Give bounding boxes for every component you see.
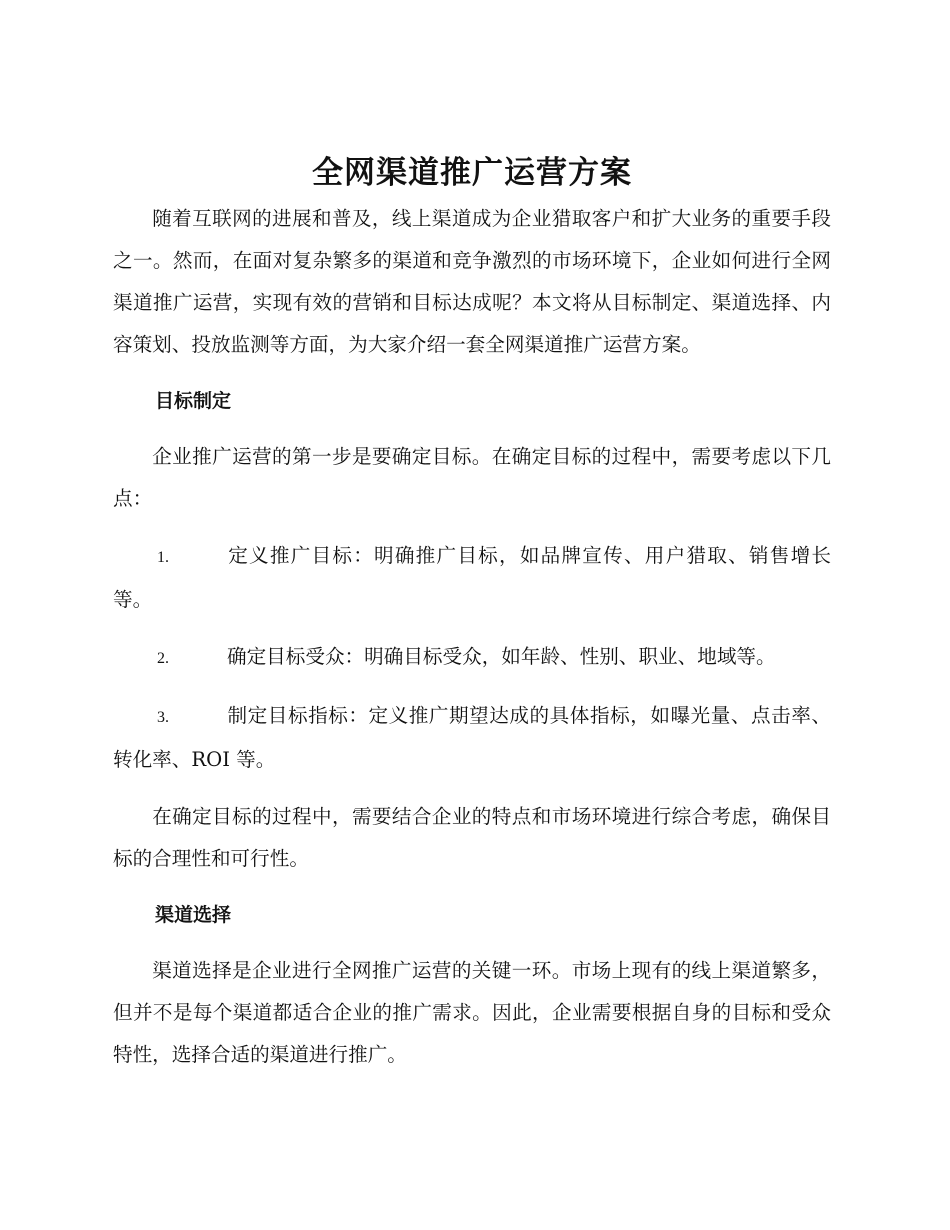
intro-paragraph: 随着互联网的进展和普及，线上渠道成为企业猎取客户和扩大业务的重要手段之一。然而，在面对复杂繁多的渠道和竞争激烈的市场环境下，企业如何进行全网渠道推广运营，实现有效的营销和目标达成呢？本文将从目标制定、渠道选择、内容策划、投放监测等方面，为大家介绍一套全网渠道推广运营方案。 [113, 207, 831, 356]
spacer [113, 781, 831, 796]
spacer [113, 880, 831, 894]
list-item-text: 确定目标受众：明确目标受众，如年龄、性别、职业、地域等。 [227, 645, 776, 668]
list-item [113, 695, 831, 781]
list-number: 1. [157, 549, 169, 566]
list-number: 3. [157, 709, 169, 726]
list-item-text: 制定目标指标：定义推广期望达成的具体指标，如曝光量、点击率、转化率、ROI 等。 [113, 704, 831, 771]
goals-lead-paragraph: 企业推广运营的第一步是要确定目标。在确定目标的过程中，需要考虑以下几点： [113, 445, 831, 510]
section-heading-channels: 渠道选择 [155, 904, 232, 926]
section-heading-goals: 目标制定 [155, 390, 232, 412]
channels-lead-paragraph: 渠道选择是企业进行全网推广运营的关键一环。市场上现有的线上渠道繁多，但并不是每个渠道都适合企业的推广需求。因此，企业需要根据自身的目标和受众特性，选择合适的渠道进行推广。 [113, 959, 831, 1066]
list-number: 2. [157, 650, 169, 667]
document-title: 全网渠道推广运营方案 [312, 155, 632, 191]
list-item [113, 636, 831, 680]
spacer [113, 422, 831, 436]
spacer [113, 520, 831, 535]
spacer [113, 680, 831, 695]
list-item [113, 535, 831, 621]
spacer [113, 621, 831, 636]
document-page [113, 148, 831, 1076]
spacer [113, 936, 831, 950]
list-item-text: 定义推广目标：明确推广目标，如品牌宣传、用户猎取、销售增长等。 [113, 544, 831, 611]
spacer [113, 366, 831, 380]
goals-closing-paragraph: 在确定目标的过程中，需要结合企业的特点和市场环境进行综合考虑，确保目标的合理性和可行性。 [113, 805, 831, 870]
